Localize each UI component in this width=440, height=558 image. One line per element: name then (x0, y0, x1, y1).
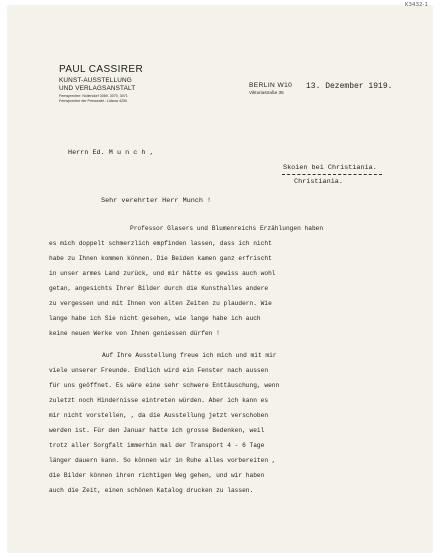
body-line: habe zu Ihnen kommen können. Die Beiden kamen ganz erfrischt (49, 255, 272, 262)
letterhead-street: Viktoriastraße 35 (249, 90, 284, 95)
body-line: trotz aller Sorgfalt immerhin mal der Transport 4 - 6 Tage (49, 442, 265, 449)
body-line: zu vergessen und mit Ihnen von alten Zeiten zu plaudern. Wie (49, 300, 272, 307)
letterhead-line2: UND VERLAGSANSTALT (59, 85, 136, 92)
body-line: für uns geöffnet. Es wäre eine sehr schwere Enttäuschung, wenn (49, 382, 280, 389)
body-line: in unser armes Land zurück, und mir hätte es gewiss auch wohl (49, 270, 276, 277)
body-line: keine neuen Werke von Ihnen geniessen dürfen ! (49, 330, 220, 337)
recipient-city: Christiania. (294, 178, 343, 186)
recipient-place: Skoien bei Christiania. (283, 164, 377, 172)
letterhead-city: BERLIN W10 (249, 82, 293, 89)
body-line: länger dauern kann. So können wir in Ruhe alles vorbereiten , (49, 457, 276, 464)
letter-date: 13. Dezember 1919. (306, 82, 393, 91)
body-line: die Bilder können ihren richtigen Weg gehen, und wir haben (49, 472, 265, 479)
body-line: auch die Zeit, einen schönen Katalog drucken zu lassen. (49, 487, 254, 494)
body-line: werden ist. Für den Januar hatte ich grosse Bedenken, weil (49, 427, 265, 434)
recipient-name: Herrn Ed. M u n c h , (68, 149, 154, 157)
recipient-underline (282, 174, 382, 175)
salutation: Sehr verehrter Herr Munch ! (101, 197, 212, 205)
body-line: es mich doppelt schmerzlich empfinden lassen, dass ich nicht (49, 240, 272, 247)
body-line: Auf Ihre Ausstellung freue ich mich und mit mir (102, 352, 277, 359)
letterhead-line1: KUNST-AUSSTELLUNG (59, 77, 132, 84)
body-line: lange habe ich Sie nicht gesehen, wie lange habe ich auch (49, 315, 261, 322)
body-line: zuletzt noch Hindernisse eintreten würden. Aber ich kann es (49, 397, 269, 404)
archive-number: K3432-1 (404, 2, 428, 8)
body-line: mir nicht vorstellen, , da die Ausstellung jetzt verschoben (49, 412, 269, 419)
letterhead-name: PAUL CASSIRER (59, 64, 144, 75)
body-line: getan, angesichts Ihrer Bilder durch die Kunsthalles andere (49, 285, 269, 292)
letterhead-phone1: Fernsprecher: Nollendorf 3069, 3070, 3071 (59, 94, 128, 98)
body-line: Professor Glasers und Blumenreichs Erzählungen haben (130, 225, 324, 232)
body-line: viele unserer Freunde. Endlich wird ein Fenster nach aussen (49, 367, 269, 374)
letterhead-phone2: Fernsprecher der Presseabt.: Lützow 4250 (59, 99, 128, 103)
